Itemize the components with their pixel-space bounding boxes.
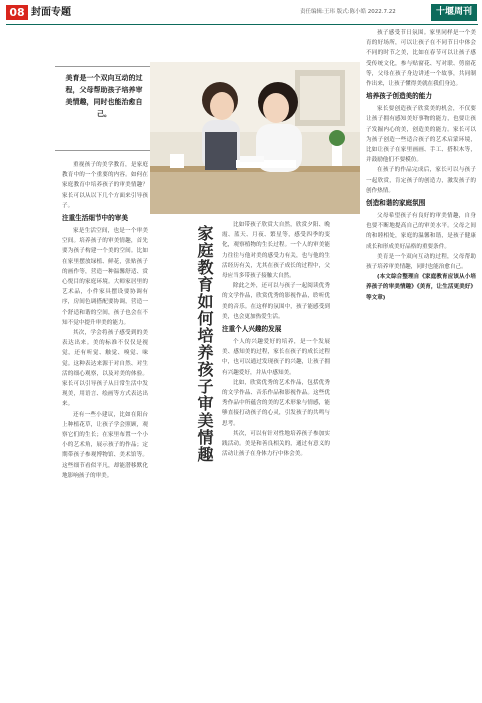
paragraph: 重视孩子的美学教育，是家庭教育中的一个重要的内容。如何在家庭教育中培养孩子的审美情趣？家长可以从以下几个方面来引导孩子。: [62, 162, 148, 209]
paragraph: 家是生活空间，也是一个审美空间。培养孩子的审美情趣，首先要为孩子构建一个美的空间。比如在家里摆放绿植、鲜花，张贴孩子的画作等，营造一种温馨舒适、赏心悦目的家庭环境。大师家居里的艺术品，小件家具摆设要协调有序，房间色调搭配要协调，营造一个舒适和谐的空间，孩子也会在不知不觉中提升审美的能力。: [62, 228, 148, 326]
section-heading: 注重个人兴趣的发展: [222, 325, 282, 334]
paragraph: 美育是一个双向互动的过程，父母帮助孩子培养审美情趣，同时也能治愈自己。: [366, 253, 476, 271]
column-left: [62, 160, 148, 695]
mother-daughter-photo: [150, 62, 360, 214]
paragraph: 父母希望孩子有良好的审美情趣，自身也要不断地提高自己的审美水平。父母之间的和睦相处，家庭的温馨和谐，是孩子健康成长和形成美好品格的重要条件。: [366, 213, 476, 250]
paragraph: 在孩子的作品完成后，家长可以与孩子一起欣赏，肯定孩子的创造力，激发孩子的创作热情。: [366, 167, 476, 194]
paragraph: 还有一些小建议，比如在阳台上种植花草，让孩子学会照顾，观察它们的生长；在家里布置一个小小的艺术角，展示孩子的作品；定期带孩子参观博物馆、美术馆等。这些细节看似平凡，却能潜移默化地影响孩子的审美。: [62, 411, 148, 479]
page-header: [0, 0, 482, 24]
pull-quote-rule-bottom: [55, 150, 153, 151]
headline: 家庭教育如何培养孩子审美情趣: [195, 225, 214, 463]
column-right: [366, 28, 476, 696]
paragraph: 家长要创造孩子欣赏美的机会，不仅要让孩子拥有感知美好事物的能力，也要让孩子发掘内心的美，创造美的能力。家长可以为孩子创造一些适合孩子的艺术启蒙环境，比如让孩子在家里画画、手工、搭积木等，并鼓励他们不要模仿。: [366, 106, 476, 164]
paragraph: 除此之外，还可以与孩子一起阅读优秀的文学作品，欣赏优秀的影视作品，聆听优美的音乐。在这样的氛围中，孩子能感受到美，也会更加热爱生活。: [222, 283, 330, 320]
paragraph: 孩子感受节日氛围。家里同样是一个美育的好场所，可以让孩子在不同节日中体会不同的时节之美，比如在春节可以让孩子感受传统文化，参与贴窗花、写对联、剪窗花等，父母在孩子身边讲述一个故事，共同制作出来，让孩子懂得美就在我们身边。: [366, 30, 476, 88]
paragraph: 其次，学会将孩子感受到的美表达出来。美的标准不仅仅是视觉，还有听觉、触觉、嗅觉、味觉。这种表达来源于对自然、对生活的细心观察，以及对美的体验。家长可以引导孩子从日常生活中发现美，用语言、绘画等方式表达出来。: [62, 330, 148, 408]
pull-quote-rule-top: [55, 66, 153, 67]
paragraph: 比如带孩子欣赏大自然，欣赏夕阳、晚霞、蓝天、月夜、繁星等，感受四季的变化，观察植物的生长过程。一个人的审美能力往往与他对美的感受力有关，也与他的生活经历有关，尤其在孩子成长的过程中，父母应当多带孩子接触大自然。: [222, 222, 330, 280]
paragraph: 个人的兴趣爱好的培养，是一个发展美、感知美的过程，家长在孩子的成长过程中，也可以通过发现孩子的兴趣，让孩子拥有兴趣爱好，并从中感知美。: [222, 339, 330, 376]
paragraph: 其次，可以有针对性地培养孩子参加实践活动。美是和善良相关的，通过有意义的活动让孩子在身体力行中体会美。: [222, 430, 330, 458]
header-rule: [6, 24, 478, 25]
paragraph: 比如，欣赏优秀的艺术作品，包括优秀的文学作品、音乐作品和影视作品。这些优秀作品中所蕴含的美的艺术形象与情感，能够直接打动孩子的心灵，引发孩子的共鸣与思考。: [222, 379, 330, 427]
source-note: (本文综合整理自《家庭教育应该从小培养孩子的审美情趣》《美育，让生活更美好》等文章): [366, 274, 476, 301]
section-heading: 培养孩子创造美的能力: [366, 92, 432, 101]
column-middle: [222, 220, 330, 695]
section-heading: 创造和谐的家庭氛围: [366, 199, 426, 208]
publication-brand: 十堰周刊: [431, 4, 477, 21]
section-title: 封面专题: [31, 7, 71, 18]
pull-quote: 美育是一个双向互动的过程，父母帮助孩子培养审美情趣，同时也能治愈自己。: [65, 73, 143, 118]
page-number: 08: [6, 5, 28, 20]
section-heading: 注重生活细节中的审美: [62, 214, 128, 223]
editor-credits: 责任编辑:王玮 版式:陈小皓 2022.7.22: [300, 9, 396, 15]
